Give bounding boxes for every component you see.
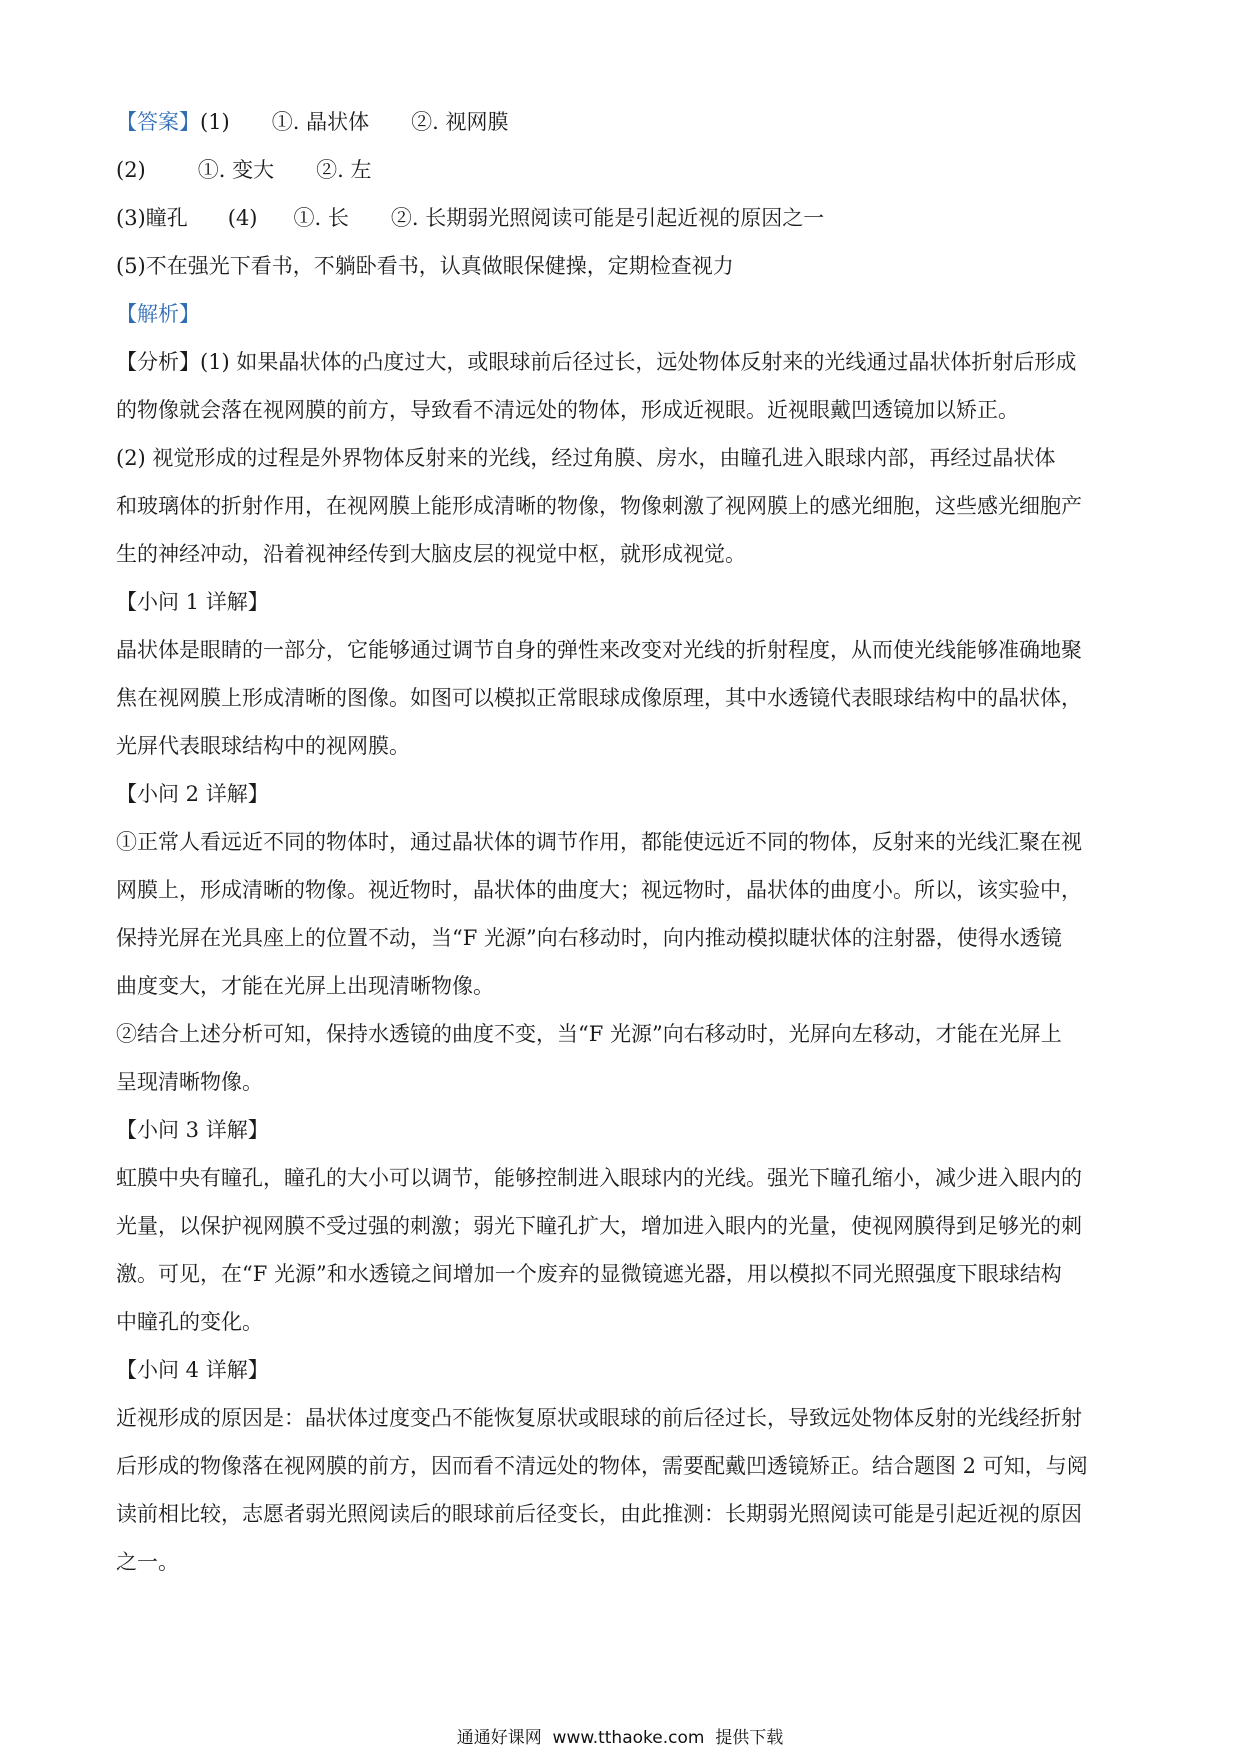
sub4-line: 近视形成的原因是：晶状体过度变凸不能恢复原状或眼球的前后径过长，导致远处物体反射的光线经折射 <box>116 1406 1082 1430</box>
sub2-line: 呈现清晰物像。 <box>116 1070 263 1094</box>
analysis-paragraph-1-line-2: 的物像就会落在视网膜的前方，导致看不清远处的物体，形成近视眼。近视眼戴凹透镜加以矫正。 <box>116 398 1019 422</box>
sub3-line: 中瞳孔的变化。 <box>116 1310 263 1334</box>
sub4-line: 读前相比较，志愿者弱光照阅读后的眼球前后径变长，由此推测：长期弱光照阅读可能是引起近视的原因 <box>116 1502 1082 1526</box>
analysis-paragraph-2-line-1: (2) 视觉形成的过程是外界物体反射来的光线，经过角膜、房水，由瞳孔进入眼球内部，再经过晶状体 <box>116 446 1056 470</box>
sub2-line: 网膜上，形成清晰的物像。视近物时，晶状体的曲度大；视远物时，晶状体的曲度小。所以，该实验中， <box>116 878 1082 902</box>
analysis-paragraph-1-line-1: 【分析】(1) 如果晶状体的凸度过大，或眼球前后径过长，远处物体反射来的光线通过晶状体折射后形成 <box>116 350 1077 374</box>
sub3-line: 虹膜中央有瞳孔，瞳孔的大小可以调节，能够控制进入眼球内的光线。强光下瞳孔缩小，减少进入眼内的 <box>116 1166 1082 1190</box>
analysis-paragraph-2-line-2: 和玻璃体的折射作用，在视网膜上能形成清晰的物像，物像刺激了视网膜上的感光细胞，这些感光细胞产 <box>116 494 1082 518</box>
answer-q4-number: (4) <box>227 206 258 230</box>
answer-q1-number: (1) <box>200 110 230 134</box>
footer-url-link[interactable]: www.tthaoke.com <box>552 1728 705 1748</box>
page-footer <box>0 1727 1240 1749</box>
answer-q4-a: ①. 长 <box>293 206 349 230</box>
sub2-line: ②结合上述分析可知，保持水透镜的曲度不变，当“F 光源”向右移动时，光屏向左移动，才能在光屏上 <box>116 1022 1062 1046</box>
answer-q2-a: ①. 变大 <box>197 158 275 182</box>
answer-label: 【答案】 <box>116 110 200 134</box>
answer-line-1 <box>116 98 1128 146</box>
sub2-heading: 【小问 2 详解】 <box>116 782 269 806</box>
document-body <box>116 98 1128 1586</box>
sub2-line: ①正常人看远近不同的物体时，通过晶状体的调节作用，都能使远近不同的物体，反射来的光线汇聚在视 <box>116 830 1082 854</box>
footer-suffix: 提供下载 <box>715 1728 784 1748</box>
answer-q1-a: ①. 晶状体 <box>271 110 370 134</box>
answer-line-2 <box>116 146 1128 194</box>
answer-line-4 <box>116 242 1128 290</box>
answer-q3-number: (3) <box>116 206 146 230</box>
analysis-subheading: 【分析】 <box>116 350 200 374</box>
sub1-heading: 【小问 1 详解】 <box>116 590 269 614</box>
answer-q2-number: (2) <box>116 158 146 182</box>
answer-q5-text: 不在强光下看书，不躺卧看书，认真做眼保健操，定期检查视力 <box>145 254 734 278</box>
sub1-line: 光屏代表眼球结构中的视网膜。 <box>116 734 410 758</box>
answer-line-3 <box>116 194 1128 242</box>
answer-q2-b: ②. 左 <box>316 158 372 182</box>
sub3-line: 激。可见，在“F 光源”和水透镜之间增加一个废弃的显微镜遮光器，用以模拟不同光照强度下眼球结构 <box>116 1262 1062 1286</box>
sub4-line: 之一。 <box>116 1550 179 1574</box>
sub4-heading: 【小问 4 详解】 <box>116 1358 269 1382</box>
answer-q4-b: ②. 长期弱光照阅读可能是引起近视的原因之一 <box>390 206 825 230</box>
sub3-heading: 【小问 3 详解】 <box>116 1118 269 1142</box>
answer-q3-text: 瞳孔 <box>145 206 188 230</box>
answer-q5-number: (5) <box>116 254 146 278</box>
analysis-label: 【解析】 <box>116 302 200 326</box>
answer-q1-b: ②. 视网膜 <box>411 110 509 134</box>
analysis-paragraph-2-line-3: 生的神经冲动，沿着视神经传到大脑皮层的视觉中枢，就形成视觉。 <box>116 542 746 566</box>
sub1-line: 晶状体是眼睛的一部分，它能够通过调节自身的弹性来改变对光线的折射程度，从而使光线能够准确地聚 <box>116 638 1082 662</box>
sub2-line: 曲度变大，才能在光屏上出现清晰物像。 <box>116 974 494 998</box>
footer-site-name: 通通好课网 <box>456 1728 542 1748</box>
sub2-line: 保持光屏在光具座上的位置不动，当“F 光源”向右移动时，向内推动模拟睫状体的注射器，使得水透镜 <box>116 926 1062 950</box>
sub3-line: 光量，以保护视网膜不受过强的刺激；弱光下瞳孔扩大，增加进入眼内的光量，使视网膜得到足够光的刺 <box>116 1214 1082 1238</box>
sub4-line: 后形成的物像落在视网膜的前方，因而看不清远处的物体，需要配戴凹透镜矫正。结合题图 2 可知，与阅 <box>116 1454 1088 1478</box>
sub1-line: 焦在视网膜上形成清晰的图像。如图可以模拟正常眼球成像原理，其中水透镜代表眼球结构中的晶状体， <box>116 686 1082 710</box>
